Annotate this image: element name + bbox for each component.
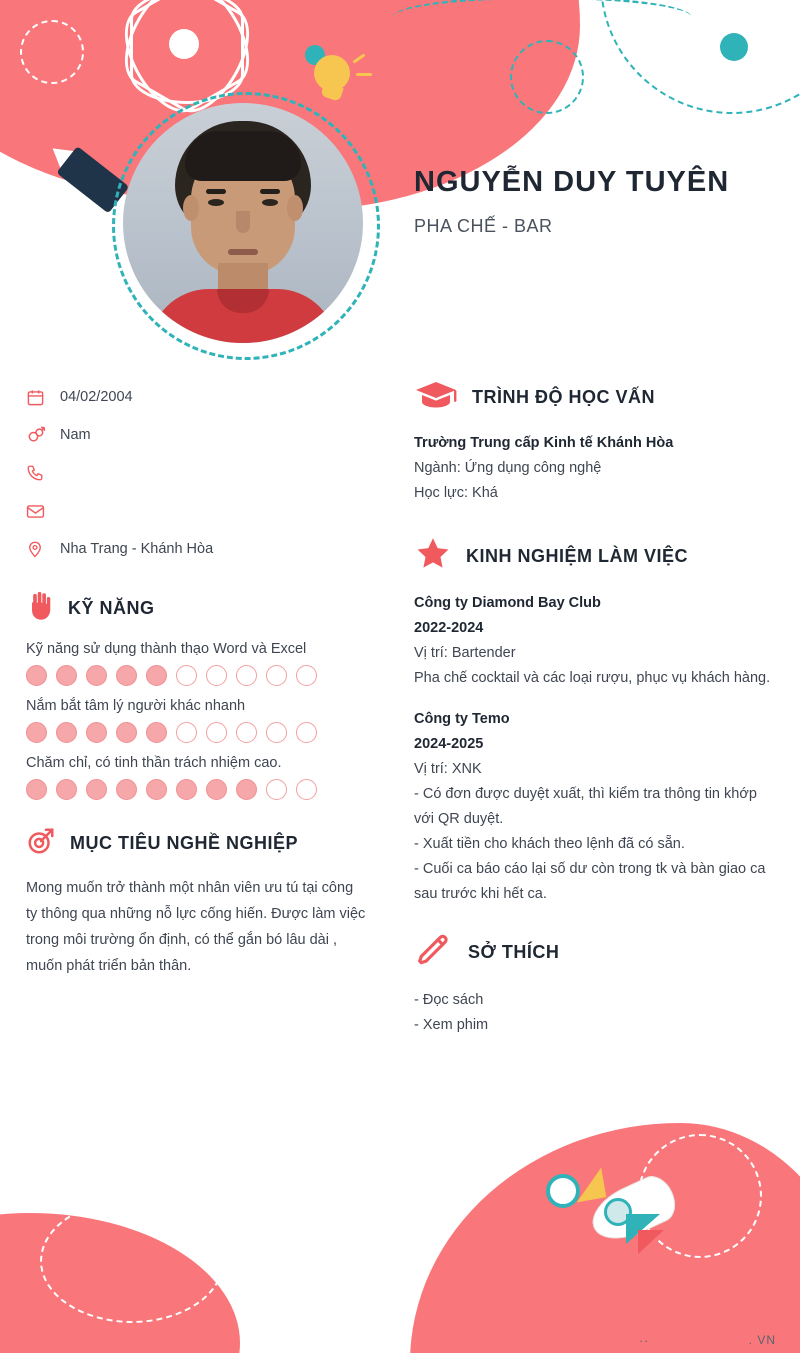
location-icon <box>26 540 60 558</box>
contact-item-phone <box>26 454 366 492</box>
job-role: PHA CHẾ - BAR <box>414 216 553 236</box>
skill-rating <box>26 722 366 743</box>
job-line: Vị trí: Bartender <box>414 645 516 661</box>
job-company: Công ty Temo <box>414 711 510 727</box>
page-title: NGUYỄN DUY TUYÊN <box>414 166 730 198</box>
section-title: SỞ THÍCH <box>468 942 560 962</box>
footer-dots: .. <box>639 1331 650 1345</box>
skill-rating <box>26 779 366 800</box>
pen-icon <box>414 931 454 974</box>
contact-value: Nha Trang - Khánh Hòa <box>60 541 214 557</box>
email-icon <box>26 502 60 521</box>
experience-job <box>414 591 778 691</box>
contact-item-gender <box>26 416 366 454</box>
section-title: KỸ NĂNG <box>68 598 155 618</box>
skill-label: Chăm chỉ, có tinh thần trách nhiệm cao. <box>26 755 282 771</box>
job-line: - Có đơn được duyệt xuất, thì kiểm tra thông tin khớp với QR duyệt. <box>414 786 757 827</box>
section-header-experience <box>414 536 778 577</box>
left-column <box>26 378 366 979</box>
job-line: Vị trí: XNK <box>414 761 482 777</box>
skill-label: Nắm bắt tâm lý người khác nhanh <box>26 698 246 714</box>
section-header-skills <box>26 590 366 627</box>
section-title: KINH NGHIỆM LÀM VIỆC <box>466 546 689 566</box>
skill-label: Kỹ năng sử dụng thành thạo Word và Excel <box>26 641 307 657</box>
job-line: - Cuối ca báo cáo lại số dư còn trong tk và bàn giao ca sau trước khi hết ca. <box>414 861 766 902</box>
contact-item-email <box>26 492 366 530</box>
contact-item-birthdate <box>26 378 366 416</box>
job-line: Pha chế cocktail và các loại rượu, phục vụ khách hàng. <box>414 670 771 686</box>
teal-dot <box>720 33 748 61</box>
contact-value: Nam <box>60 427 91 443</box>
job-period: 2022-2024 <box>414 620 484 636</box>
section-header-hobbies <box>414 931 778 974</box>
avatar <box>112 92 374 354</box>
objective-text: Mong muốn trở thành một nhân viên ưu tú tại công ty thông qua những nỗ lực cống hiến. Được làm việc trong môi trường ổn định, có thể gắn bó lâu dài , muốn phát triển bản thân. <box>26 880 366 974</box>
phone-icon <box>26 464 60 482</box>
education-school: Trường Trung cấp Kinh tế Khánh Hòa <box>414 435 674 451</box>
dashed-circle-small <box>510 40 584 114</box>
education-line: Ngành: Ứng dụng công nghệ <box>414 460 602 476</box>
hobby-line: - Đọc sách <box>414 992 484 1008</box>
skills-list <box>26 641 366 800</box>
gender-icon <box>26 425 60 445</box>
section-title: TRÌNH ĐỘ HỌC VẤN <box>472 387 655 407</box>
hand-icon <box>26 590 54 627</box>
avatar-photo <box>123 103 363 343</box>
footer-text: . VN <box>748 1333 776 1347</box>
rocket-icon <box>560 1168 710 1288</box>
section-header-objective <box>26 826 366 861</box>
job-line: - Xuất tiền cho khách theo lệnh đã có sẵn. <box>414 836 685 852</box>
experience-job <box>414 707 778 907</box>
section-header-education <box>414 378 778 417</box>
job-company: Công ty Diamond Bay Club <box>414 595 601 611</box>
target-icon <box>26 826 56 861</box>
star-icon <box>414 536 452 577</box>
hobby-line: - Xem phim <box>414 1017 489 1033</box>
dashed-ellipse-bottom-left <box>40 1199 224 1323</box>
graduation-cap-icon <box>414 378 458 417</box>
education-line: Học lực: Khá <box>414 485 498 501</box>
dashed-circle-white <box>20 20 84 84</box>
atom-icon <box>130 0 238 98</box>
contact-item-location <box>26 530 366 568</box>
section-title: MỤC TIÊU NGHỀ NGHIỆP <box>70 833 299 853</box>
calendar-icon <box>26 388 60 407</box>
job-period: 2024-2025 <box>414 736 484 752</box>
right-column <box>414 378 778 1038</box>
skill-rating <box>26 665 366 686</box>
contact-value: 04/02/2004 <box>60 389 133 405</box>
